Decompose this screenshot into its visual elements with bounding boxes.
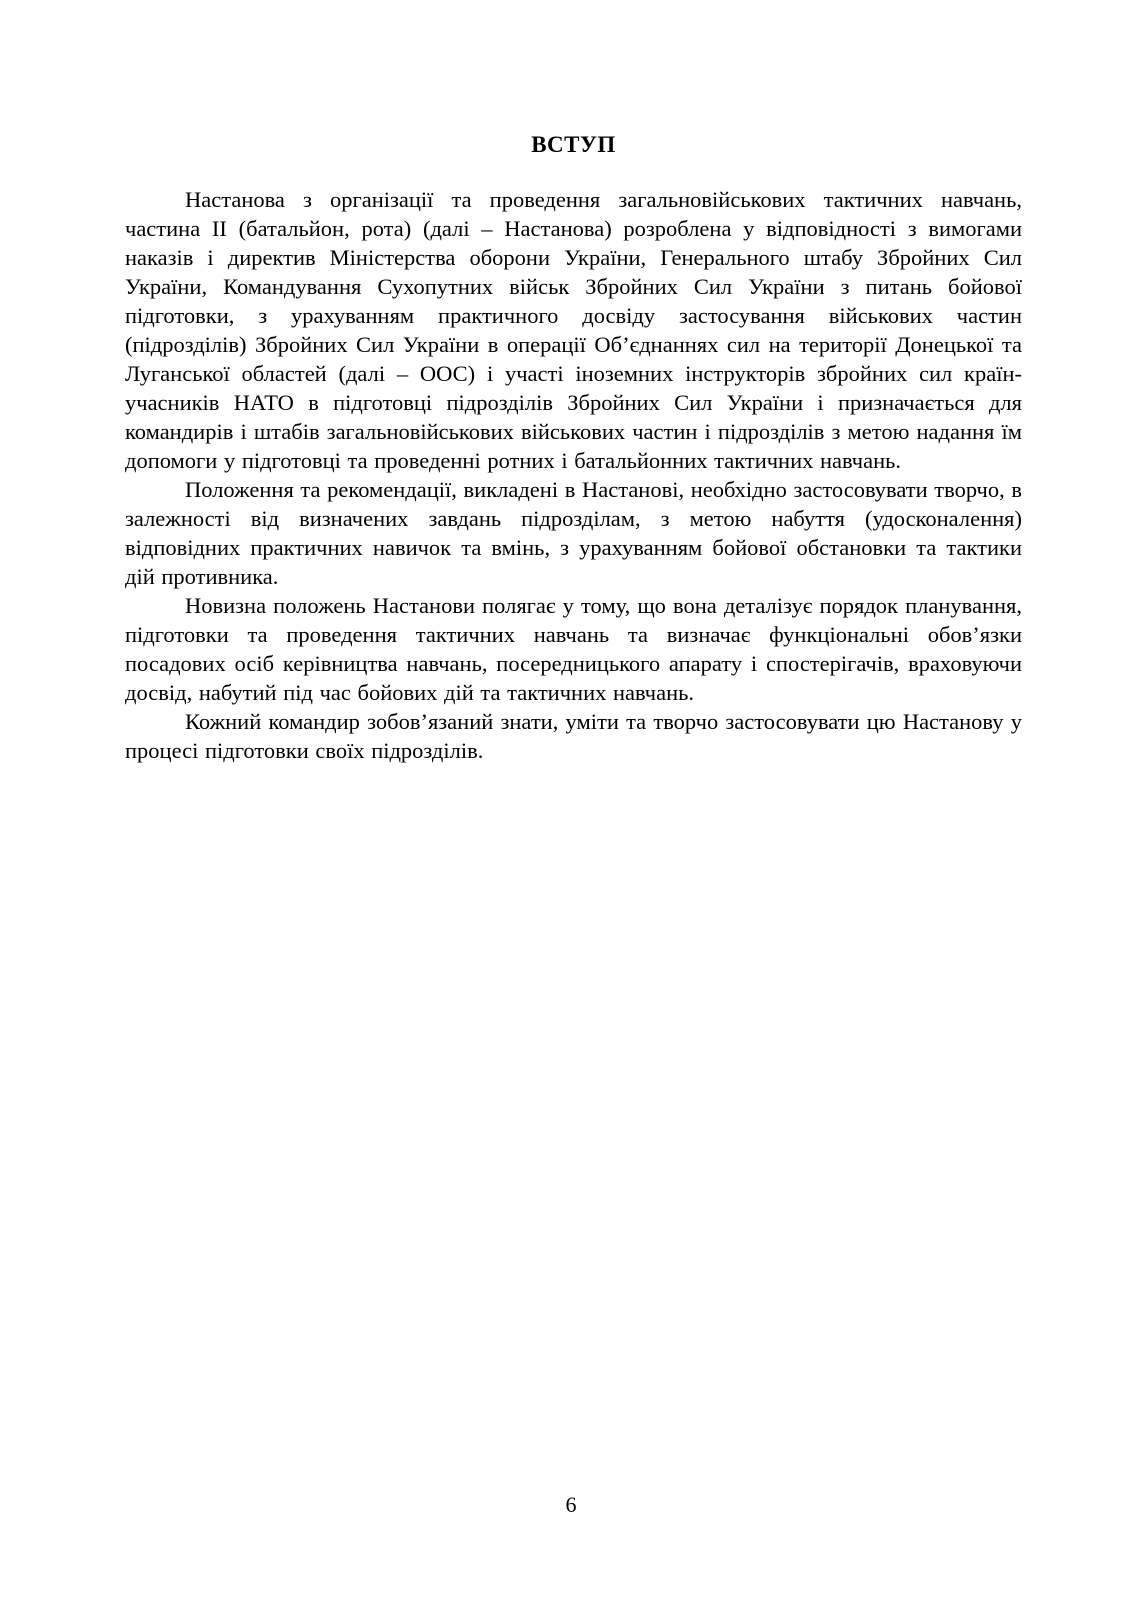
page-number: 6	[565, 1492, 577, 1517]
paragraph: Кожний командир зобов’язаний знати, уміти та творчо застосовувати цю Настанову у процесі підготовки своїх підрозділів.	[125, 709, 1022, 763]
page-content	[125, 132, 1022, 765]
paragraph: Новизна положень Настанови полягає у тому, що вона деталізує порядок планування, підготовки та проведення тактичних навчань та визначає функціональні обов’язки посадових осіб керівництва навчань, посередницького апарату і спостерігачів, враховуючи досвід, набутий під час бойових дій та тактичних навчань.	[125, 593, 1022, 705]
paragraph: Настанова з організації та проведення загальновійськових тактичних навчань, частина ІІ (батальйон, рота) (далі – Настанова) розроблена у відповідності з вимогами наказів і директив Міністерства оборони України, Генерального штабу Збройних Сил України, Командування Сухопутних військ Збройних Сил України з питань бойової підготовки, з урахуванням практичного досвіду застосування військових частин (підрозділів) Збройних Сил України в операції Об’єднаннях сил на території Донецької та Луганської областей (далі – ООС) і участі іноземних інструкторів збройних сил країн-учасників НАТО в підготовці підрозділів Збройних Сил України і призначається для командирів і штабів загальновійськових військових частин і підрозділів з метою надання їм допомоги у підготовці та проведенні ротних і батальйонних тактичних навчань.	[125, 187, 1022, 473]
paragraph: Положення та рекомендації, викладені в Настанові, необхідно застосовувати творчо, в залежності від визначених завдань підрозділам, з метою набуття (удосконалення) відповідних практичних навичок та вмінь, з урахуванням бойової обстановки та тактики дій противника.	[125, 477, 1022, 589]
page-title: ВСТУП	[531, 132, 616, 157]
